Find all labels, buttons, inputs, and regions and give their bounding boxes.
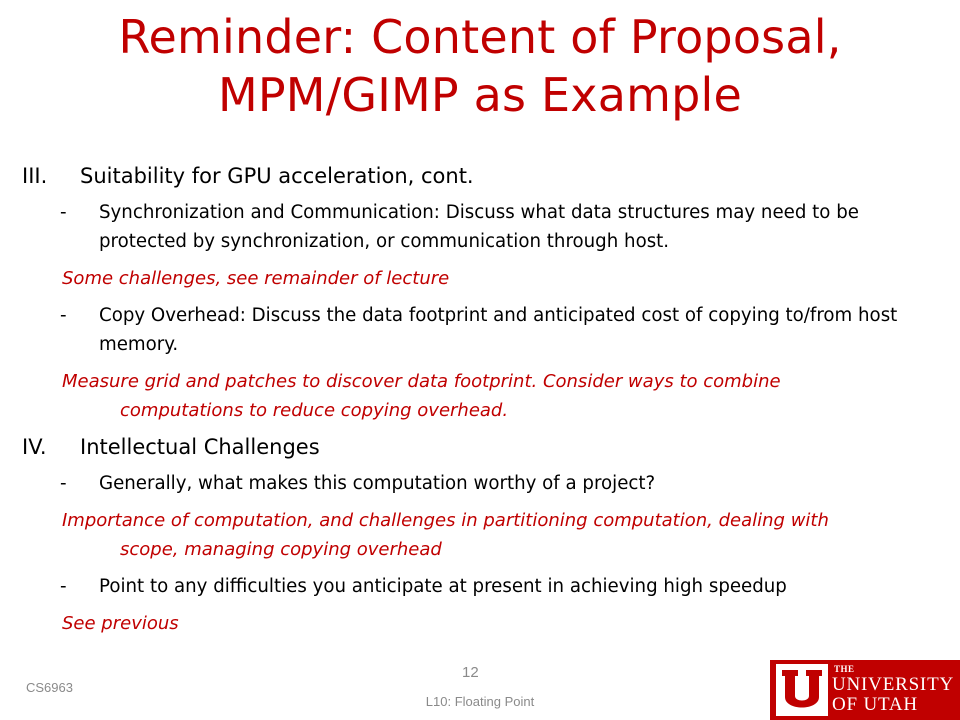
bullet-marker: - bbox=[60, 202, 67, 223]
page-number: 12 bbox=[462, 664, 479, 681]
block-u-icon bbox=[776, 664, 828, 716]
logo-the: THE bbox=[834, 664, 855, 674]
section-3-number: III. bbox=[22, 164, 48, 188]
section-4-bullet-2 bbox=[22, 572, 922, 601]
section-4-note-1: Importance of computation, and challenges in partitioning computation, dealing with scope, managing copying overhead bbox=[62, 510, 829, 560]
title-line-1: Reminder: Content of Proposal, bbox=[118, 10, 842, 64]
section-3-bullet-1 bbox=[22, 198, 922, 256]
title-line-2: MPM/GIMP as Example bbox=[217, 68, 743, 122]
university-logo bbox=[770, 660, 960, 720]
logo-university: UNIVERSITY bbox=[832, 674, 954, 695]
section-3-heading bbox=[22, 162, 922, 190]
logo-of-utah: OF UTAH bbox=[832, 694, 918, 715]
course-label: CS6963 bbox=[26, 680, 73, 695]
section-3-note-1: Some challenges, see remainder of lecture bbox=[62, 268, 450, 289]
section-3-heading-text: Suitability for GPU acceleration, cont. bbox=[80, 164, 474, 188]
section-4-note-2: See previous bbox=[62, 613, 179, 634]
section-3-bullet-2 bbox=[22, 301, 922, 359]
lecture-label: L10: Floating Point bbox=[425, 694, 535, 709]
bullet-text: Point to any difficulties you anticipate at present in achieving high speedup bbox=[99, 576, 787, 597]
bullet-text: Copy Overhead: Discuss the data footprint and anticipated cost of copying to/from host memory. bbox=[99, 305, 898, 355]
bullet-text: Generally, what makes this computation worthy of a project? bbox=[99, 473, 656, 494]
section-4-heading bbox=[22, 433, 922, 461]
bullet-text: Synchronization and Communication: Discuss what data structures may need to be protected by synchronization, or communication through host. bbox=[99, 202, 859, 252]
section-4-bullet-1 bbox=[22, 469, 922, 498]
slide-body bbox=[22, 162, 922, 646]
section-3-note-2: Measure grid and patches to discover data footprint. Consider ways to combine computations to reduce copying overhead. bbox=[62, 371, 781, 421]
bullet-marker: - bbox=[60, 576, 67, 597]
section-4-heading-text: Intellectual Challenges bbox=[80, 435, 320, 459]
slide-title bbox=[20, 8, 940, 124]
bullet-marker: - bbox=[60, 473, 67, 494]
section-4-number: IV. bbox=[22, 435, 47, 459]
bullet-marker: - bbox=[60, 305, 67, 326]
